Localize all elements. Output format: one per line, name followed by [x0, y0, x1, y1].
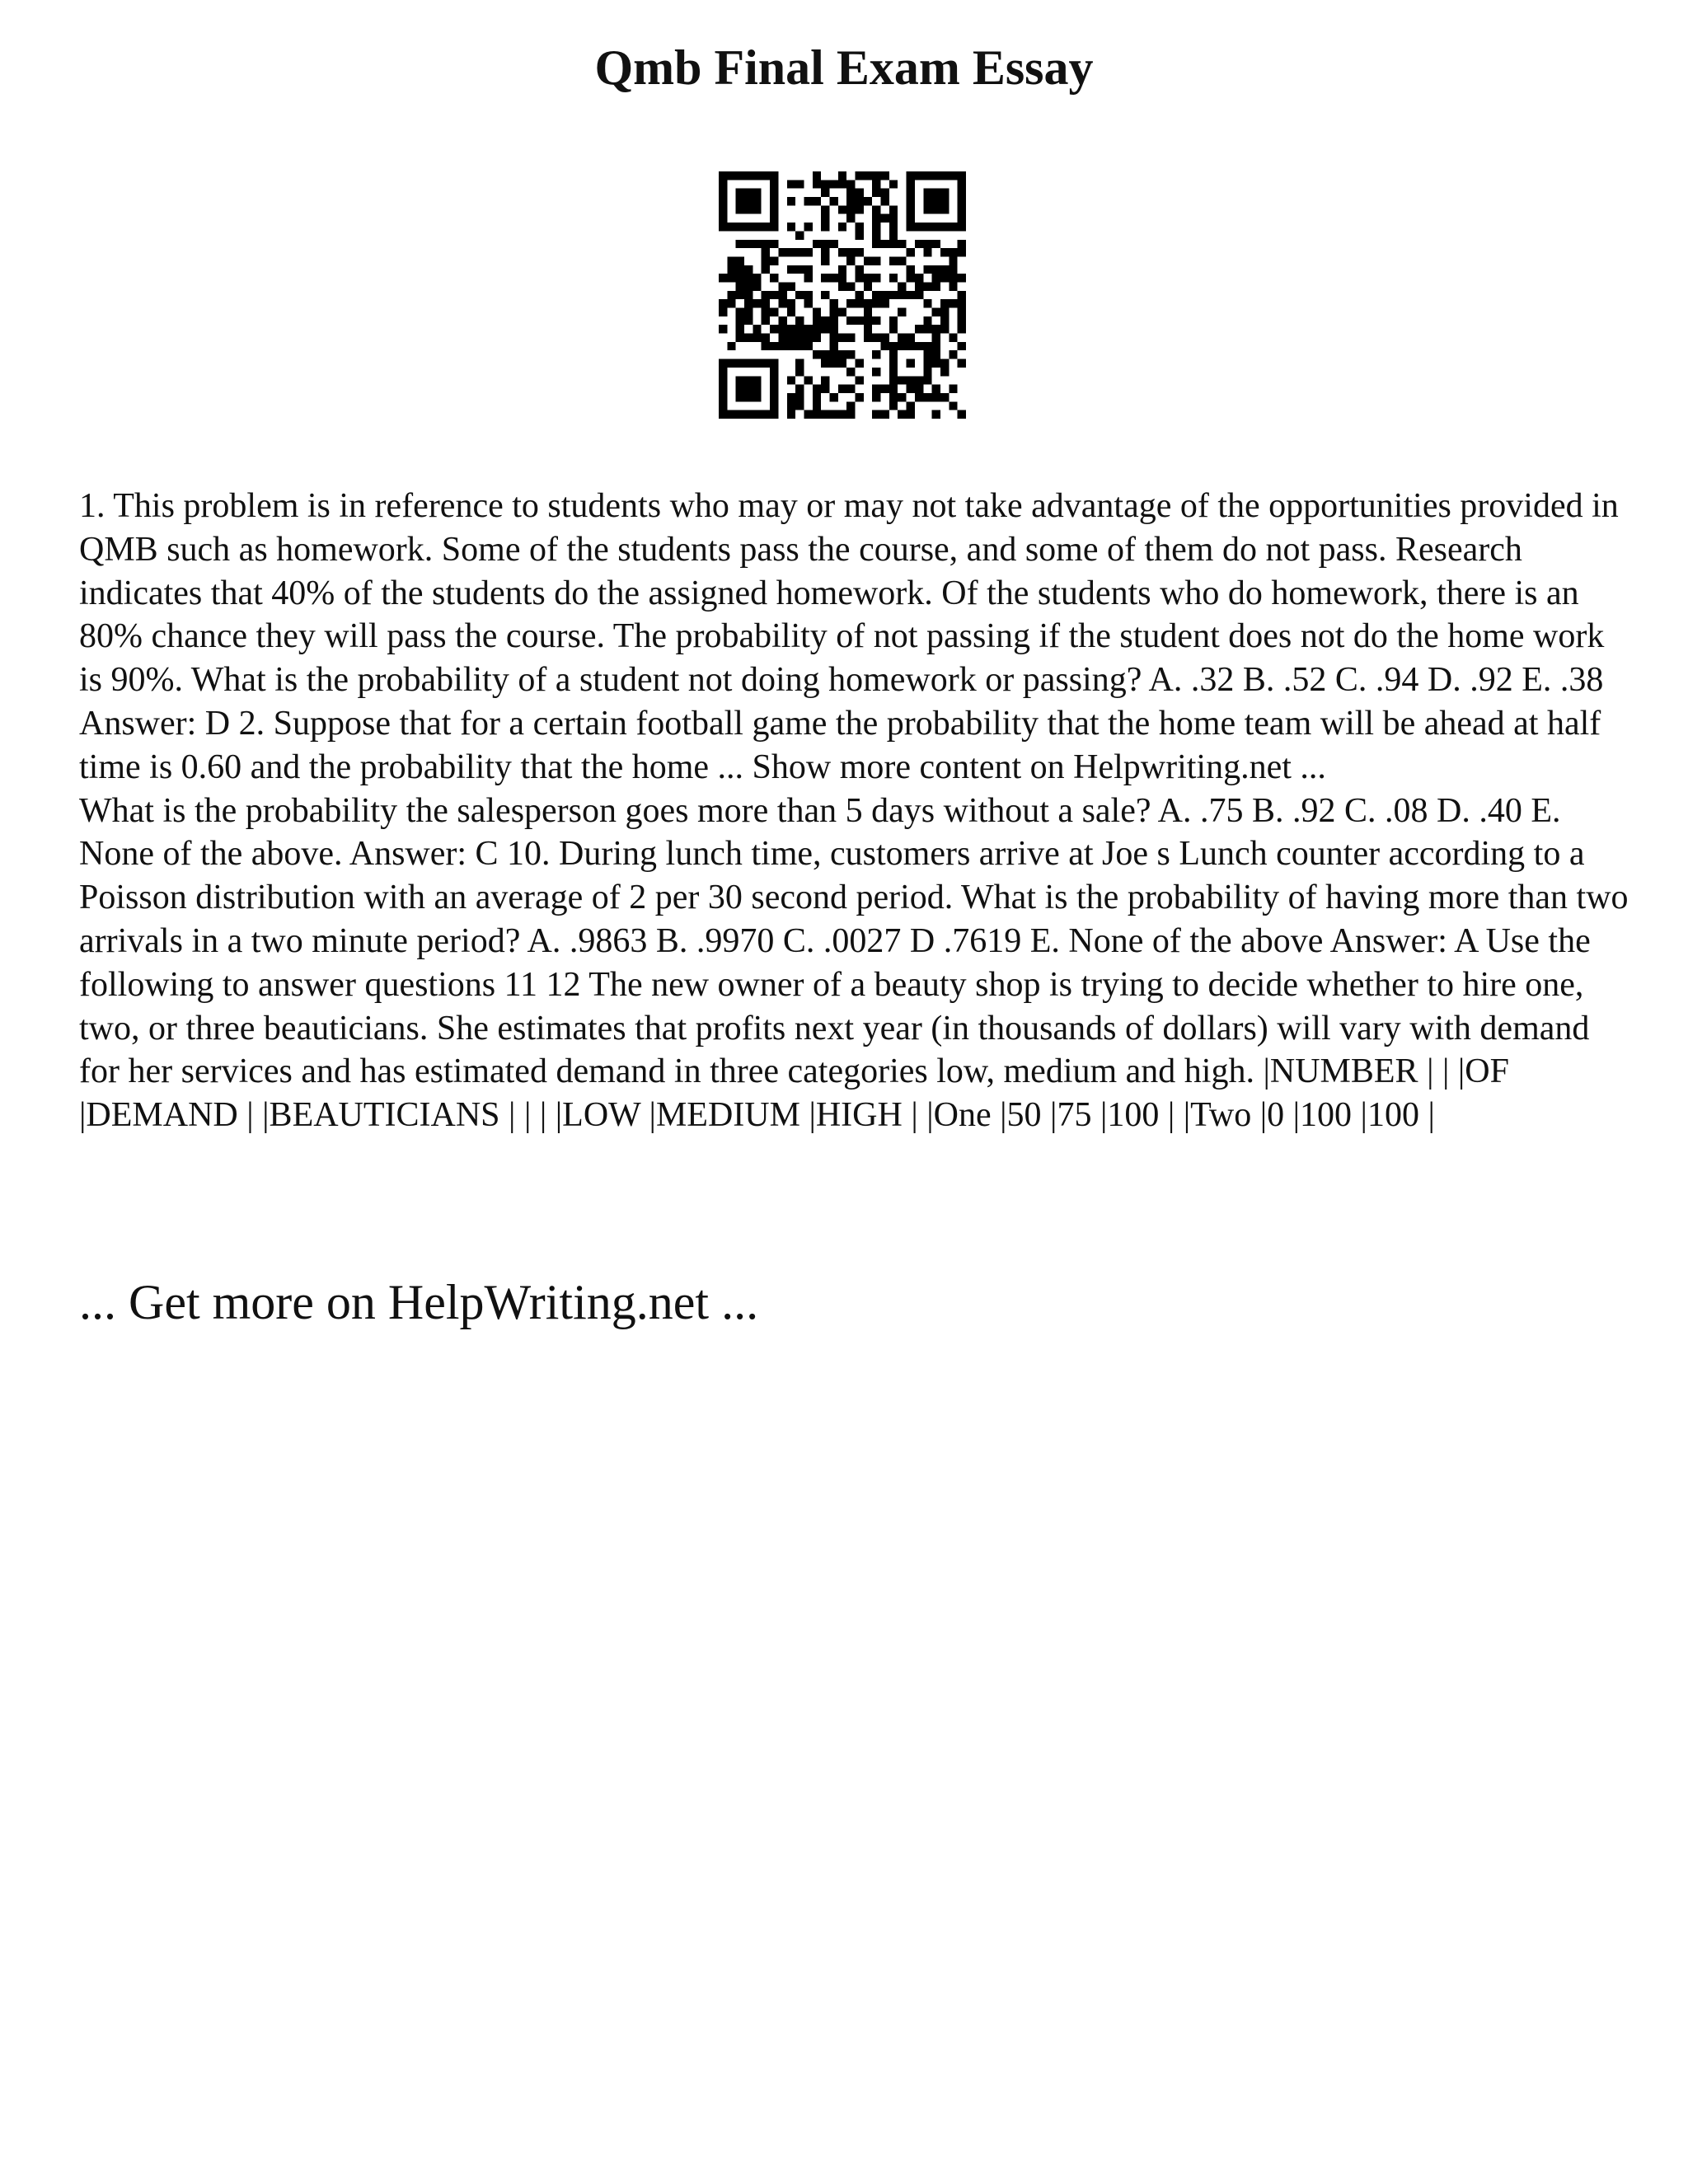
document-title: Qmb Final Exam Essay — [594, 40, 1094, 95]
document-body — [79, 485, 1629, 1137]
get-more-link[interactable]: ... Get more on HelpWriting.net ... — [79, 1275, 759, 1329]
paragraph: What is the probability the salesperson goes more than 5 days without a sale? A. .75 B. .92 C. .08 D. .40 E. None of the above. Answer: C 10. During lunch time, customers arrive at Joe s Lunch counter according to a Poisson distribution with an average of 2 per 30 second period. What is the probability of having more than two arrivals in a two minute period? A. .9863 B. .9970 C. .0027 D .7619 E. None of the above Answer: A Use the following to answer questions 11 12 The new owner of a beauty shop is trying to decide whether to hire one, two, or three beauticians. She estimates that profits next year (in thousands of dollars) will vary with demand for her services and has estimated demand in three categories low, medium and high. |NUMBER | | |OF |DEMAND | |BEAUTICIANS | | | |LOW |MEDIUM |HIGH | |One |50 |75 |100 | |Two |0 |100 |100 | — [79, 791, 1629, 1135]
qr-code-icon — [719, 171, 966, 419]
paragraph: 1. This problem is in reference to students who may or may not take advantage of the opportunities provided in QMB such as homework. Some of the students pass the course, and some of them do not pass. Research indicates that 40% of the students do the assigned homework. Of the students who do homework, there is an 80% chance they will pass the course. The probability of not passing if the student does not do the home work is 90%. What is the probability of a student not doing homework or passing? A. .32 B. .52 C. .94 D. .92 E. .38 Answer: D 2. Suppose that for a certain football game the probability that the home team will be ahead at half time is 0.60 and the probability that the home ... Show more content on Helpwriting.net ... — [79, 487, 1619, 786]
